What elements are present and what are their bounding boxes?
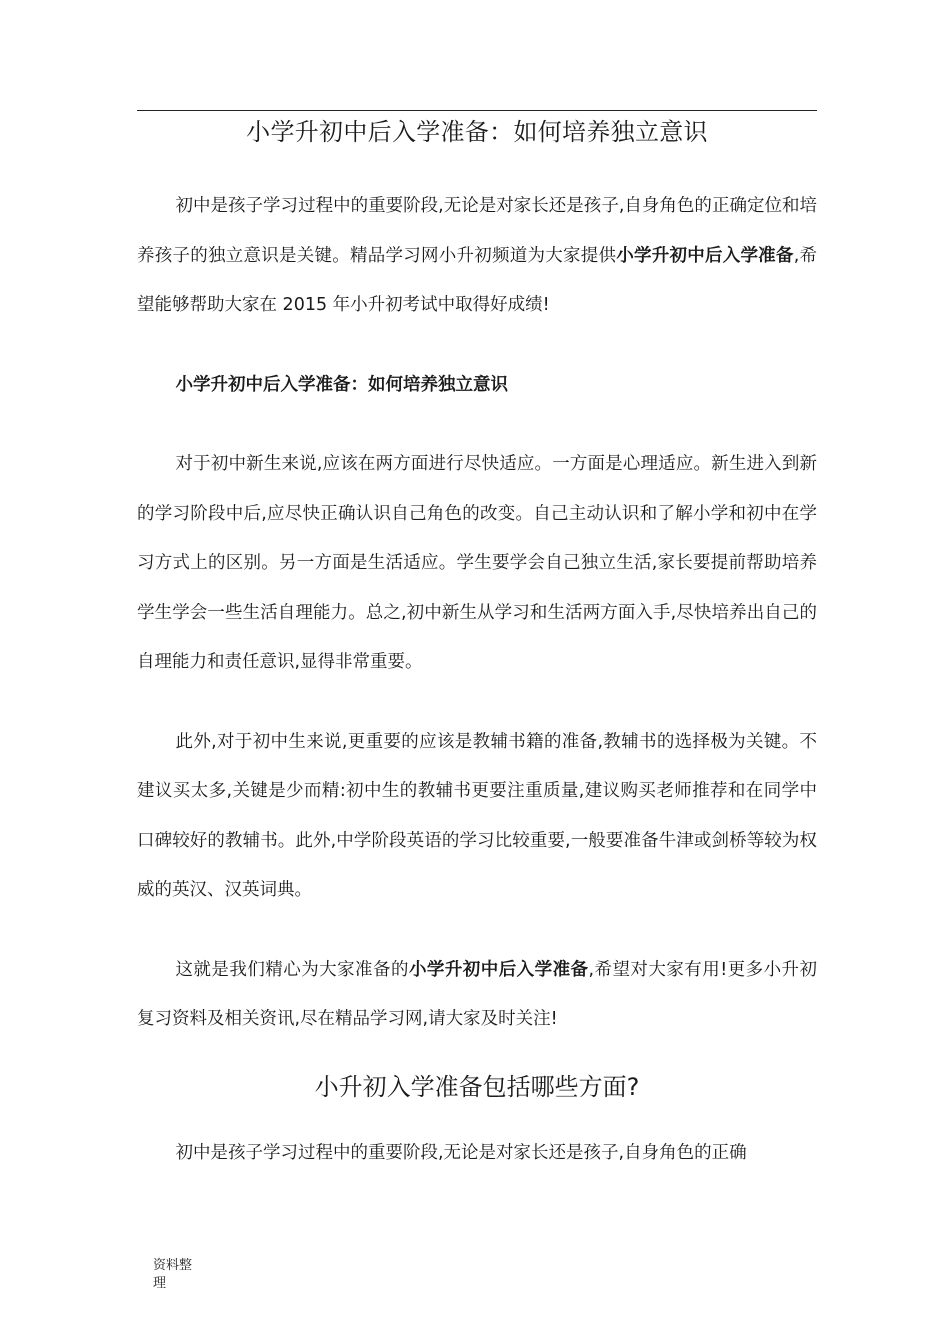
closing-text-1: 这就是我们精心为大家准备的 [175, 959, 409, 980]
closing-text-2: ,希望对大家有用!更多小升初复习资料及相关资讯,尽在精品学习网,请大家及时关注! [137, 959, 818, 1029]
footer-note: 资料整理 [153, 1258, 193, 1291]
closing-bold-text: 小学升初中后入学准备 [408, 959, 589, 980]
document-body [137, 112, 817, 1178]
intro-paragraph [137, 182, 817, 331]
intro-bold-text: 小学升初中后入学准备 [616, 245, 794, 266]
section-paragraph: 初中是孩子学习过程中的重要阶段,无论是对家长还是孩子,自身角色的正确 [175, 1142, 747, 1163]
document-title: 小学升初中后入学准备：如何培养独立意识 [246, 118, 708, 146]
intro-text-1: 初中是孩子学习过程中的重要阶段,无论是对家长还是孩子,自身角色的正确定位和培养孩子的独立意识是关键。精品学习网小升初频道为大家提供 [137, 196, 817, 266]
body-paragraph-1: 对于初中新生来说,应该在两方面进行尽快适应。一方面是心理适应。新生进入到新的学习阶段中后,应尽快正确认识自己角色的改变。自己主动认识和了解小学和初中在学习方式上的区别。另一方面是生活适应。学生要学会自己独立生活,家长要提前帮助培养学生学会一些生活自理能力。总之,初中新生从学习和生活两方面入手,尽快培养出自己的自理能力和责任意识,显得非常重要。 [137, 454, 817, 672]
closing-paragraph [137, 946, 817, 1045]
section-title: 小升初入学准备包括哪些方面? [314, 1072, 640, 1101]
subheading: 小学升初中后入学准备：如何培养独立意识 [175, 374, 508, 395]
intro-text-2: ,希望能够帮助大家在 2015 年小升初考试中取得好成绩! [137, 245, 817, 315]
header-rule [137, 110, 817, 111]
body-paragraph-2: 此外,对于初中生来说,更重要的应该是教辅书籍的准备,教辅书的选择极为关键。不建议买太多,关键是少而精:初中生的教辅书更要注重质量,建议购买老师推荐和在同学中口碑较好的教辅书。此外,中学阶段英语的学习比较重要,一般要准备牛津或剑桥等较为权威的英汉、汉英词典。 [137, 731, 817, 900]
